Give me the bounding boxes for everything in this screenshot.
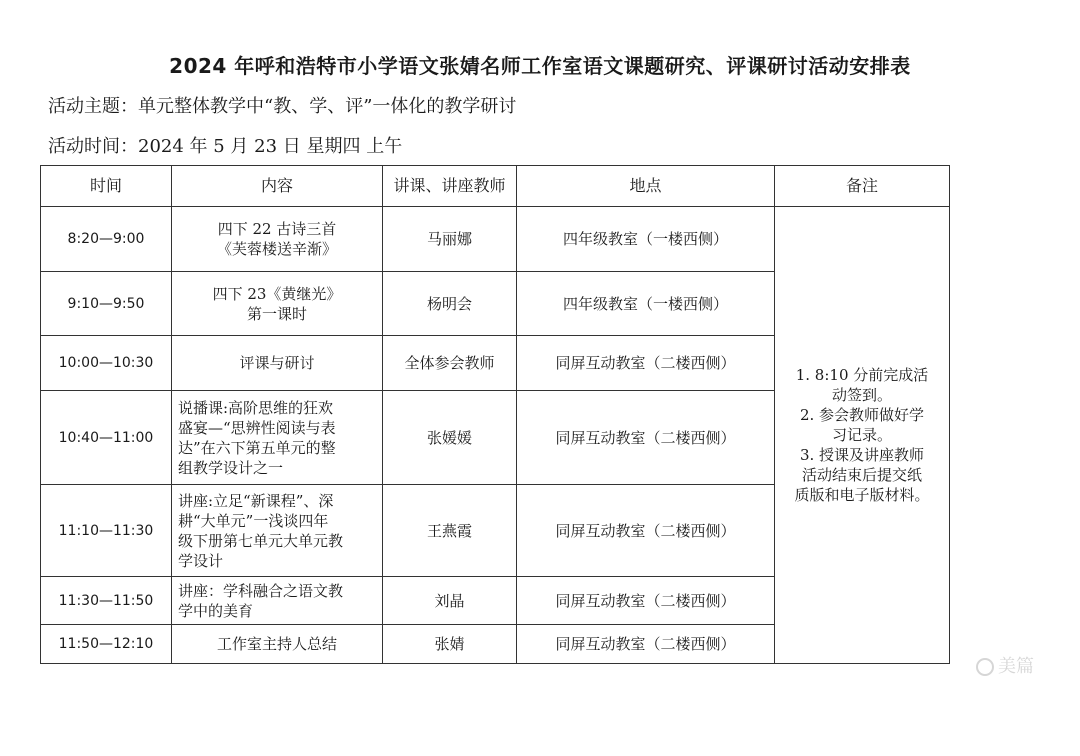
notes-cell bbox=[775, 207, 950, 664]
row-time: 11:50—12:10 bbox=[41, 625, 172, 664]
content-line: 《芙蓉楼送辛渐》 bbox=[216, 240, 337, 258]
row-location: 同屏互动教室（二楼西侧） bbox=[517, 391, 775, 485]
content-line: 工作室主持人总结 bbox=[216, 635, 337, 653]
note-line: 质版和电子版材料。 bbox=[794, 486, 930, 504]
row-location: 同屏互动教室（二楼西侧） bbox=[517, 485, 775, 577]
content-line: 说播课:高阶思维的狂欢 bbox=[178, 398, 334, 417]
row-content bbox=[172, 336, 383, 391]
content-line: 达”在六下第五单元的整 bbox=[178, 438, 336, 457]
row-location: 四年级教室（一楼西侧） bbox=[517, 207, 775, 272]
header-content: 内容 bbox=[172, 166, 383, 207]
row-teacher: 全体参会教师 bbox=[383, 336, 517, 391]
table-header-row bbox=[41, 166, 950, 207]
note-line: 2. 参会教师做好学 bbox=[799, 406, 925, 424]
row-time: 11:10—11:30 bbox=[41, 485, 172, 577]
content-line: 四下 22 古诗三首 bbox=[217, 220, 337, 238]
row-teacher: 马丽娜 bbox=[383, 207, 517, 272]
row-location: 同屏互动教室（二楼西侧） bbox=[517, 625, 775, 664]
row-time: 10:40—11:00 bbox=[41, 391, 172, 485]
row-content bbox=[172, 485, 383, 577]
row-time: 8:20—9:00 bbox=[41, 207, 172, 272]
row-time: 9:10—9:50 bbox=[41, 272, 172, 336]
content-line: 第一课时 bbox=[246, 304, 307, 323]
row-teacher: 刘晶 bbox=[383, 577, 517, 625]
schedule-table bbox=[40, 165, 950, 664]
content-line: 学设计 bbox=[178, 551, 224, 570]
watermark bbox=[976, 652, 1034, 678]
header-time: 时间 bbox=[41, 166, 172, 207]
row-teacher: 张媛媛 bbox=[383, 391, 517, 485]
note-line: 3. 授课及讲座教师 bbox=[799, 446, 925, 464]
content-line: 组教学设计之一 bbox=[178, 458, 284, 477]
row-content bbox=[172, 272, 383, 336]
row-teacher: 杨明会 bbox=[383, 272, 517, 336]
note-line: 习记录。 bbox=[831, 426, 892, 444]
row-location: 同屏互动教室（二楼西侧） bbox=[517, 336, 775, 391]
row-time: 10:00—10:30 bbox=[41, 336, 172, 391]
content-line: 评课与研讨 bbox=[239, 354, 315, 372]
note-line: 动签到。 bbox=[831, 386, 892, 404]
row-content bbox=[172, 207, 383, 272]
row-time: 11:30—11:50 bbox=[41, 577, 172, 625]
row-content bbox=[172, 577, 383, 625]
row-location: 四年级教室（一楼西侧） bbox=[517, 272, 775, 336]
page-title: 2024 年呼和浩特市小学语文张婧名师工作室语文课题研究、评课研讨活动安排表 bbox=[169, 54, 911, 78]
row-content bbox=[172, 625, 383, 664]
content-line: 讲座:立足“新课程”、深 bbox=[178, 491, 334, 510]
note-line: 活动结束后提交纸 bbox=[801, 466, 922, 484]
content-line: 讲座：学科融合之语文教 bbox=[178, 581, 344, 600]
header-location: 地点 bbox=[517, 166, 775, 207]
content-line: 盛宴—“思辨性阅读与表 bbox=[178, 418, 336, 437]
row-teacher: 王燕霞 bbox=[383, 485, 517, 577]
table-row bbox=[41, 207, 950, 272]
content-line: 级下册第七单元大单元教 bbox=[178, 531, 344, 550]
row-content bbox=[172, 391, 383, 485]
row-teacher: 张婧 bbox=[383, 625, 517, 664]
note-line: 1. 8:10 分前完成活 bbox=[795, 366, 929, 384]
watermark-text: 美篇 bbox=[998, 656, 1034, 677]
row-location: 同屏互动教室（二楼西侧） bbox=[517, 577, 775, 625]
content-line: 四下 23《黄继光》 bbox=[212, 284, 342, 303]
header-notes: 备注 bbox=[775, 166, 950, 207]
activity-theme: 活动主题：单元整体教学中“教、学、评”一体化的教学研讨 bbox=[48, 96, 517, 117]
header-teacher: 讲课、讲座教师 bbox=[383, 166, 517, 207]
content-line: 耕“大单元”一浅谈四年 bbox=[178, 511, 329, 530]
activity-time: 活动时间：2024 年 5 月 23 日 星期四 上午 bbox=[48, 136, 403, 157]
content-line: 学中的美育 bbox=[178, 601, 254, 620]
watermark-logo-icon bbox=[976, 658, 994, 676]
